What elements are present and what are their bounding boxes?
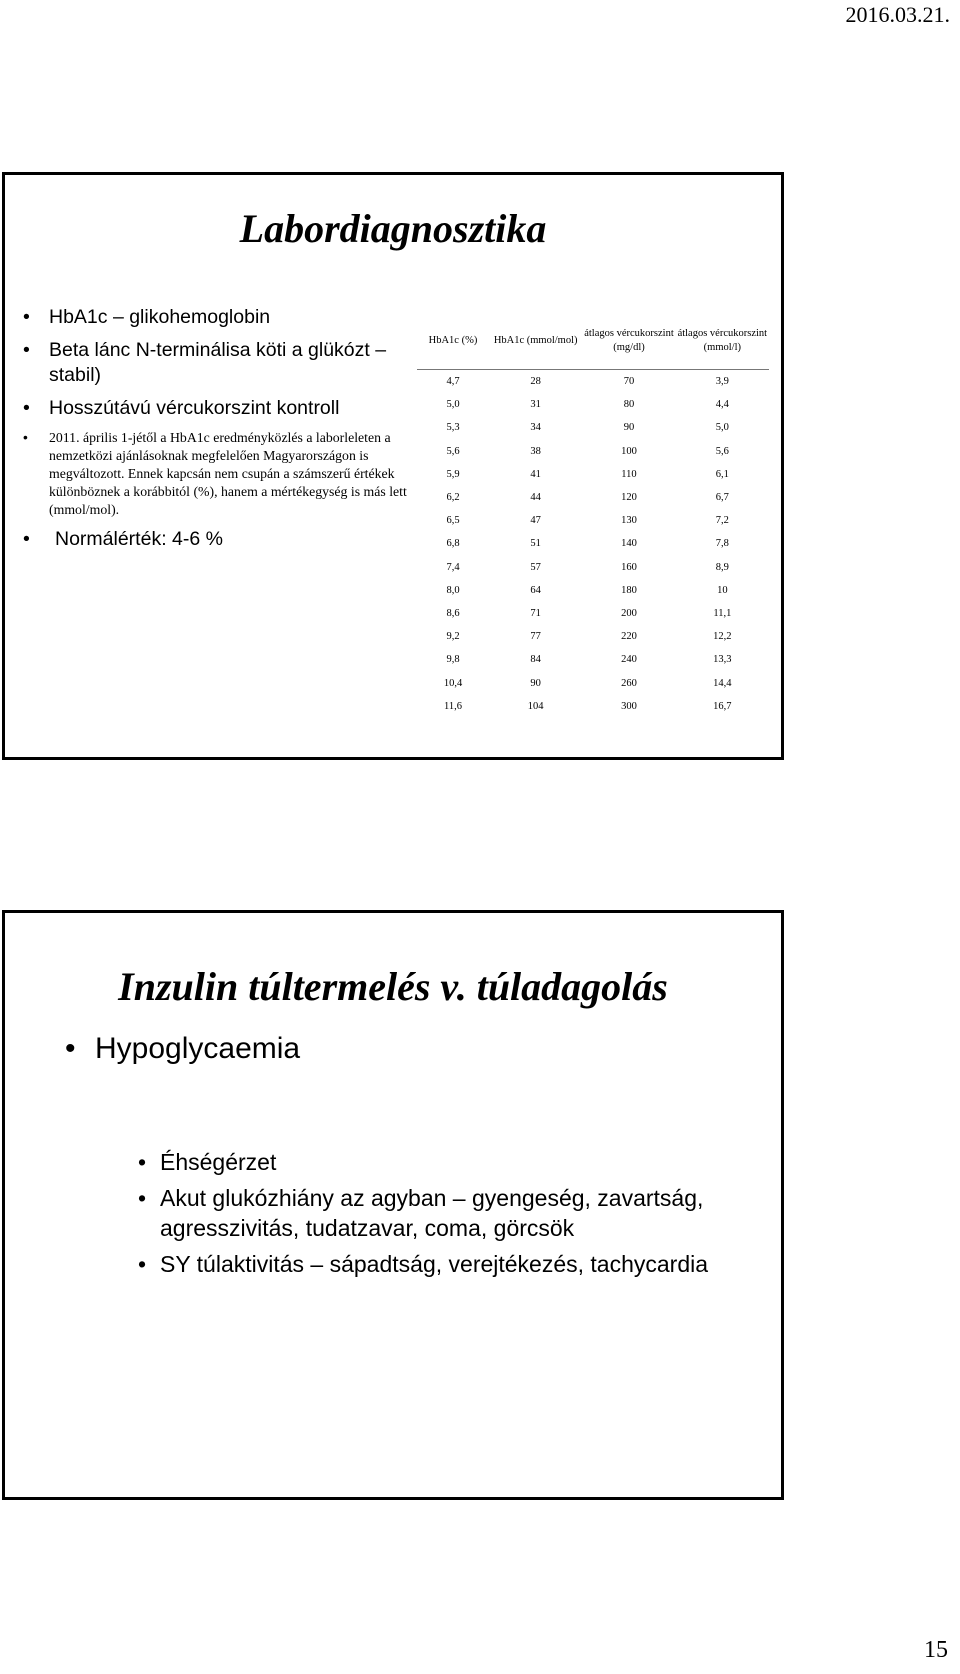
table-cell: 90	[530, 677, 541, 689]
column-header: HbA1c (%)	[417, 313, 489, 370]
table-cell: 6,2	[446, 492, 460, 504]
column-header: átlagos vércukorszint (mmol/l)	[676, 313, 769, 370]
table-row	[417, 486, 769, 509]
table-cell: 7,4	[446, 561, 460, 573]
table-cell: 200	[621, 607, 637, 619]
table-cell: 9,8	[446, 654, 460, 666]
table-cell: 260	[621, 677, 637, 689]
table-row	[417, 440, 769, 463]
slide-inzulin	[2, 910, 784, 1500]
table-cell: 16,7	[713, 700, 732, 712]
table-cell: 220	[621, 631, 637, 643]
table-cell: 7,2	[715, 515, 729, 527]
table-cell: 6,8	[446, 538, 460, 550]
table-cell: 3,9	[715, 376, 729, 388]
slide-title: Inzulin túltermelés v. túladagolás	[118, 964, 668, 1009]
bullet-item: • HbA1c – glikohemoglobin	[49, 305, 409, 330]
bullet-item: • 2011. április 1-jétől a HbA1c eredményközlés a laborleleten a nemzetközi ajánlásoknak megfelelően Magyarországon is megváltozott. Ennek kapcsán nem csupán a számszerű értékek különböznek a korábbitól (%), hanem a mértékegység is más lett (mmol/mol).	[49, 429, 409, 519]
table-cell: 300	[621, 700, 637, 712]
table-row	[417, 463, 769, 486]
table-row	[417, 509, 769, 532]
page-number: 15	[924, 1637, 948, 1663]
table-cell: 5,6	[446, 445, 460, 457]
table-row	[417, 370, 769, 394]
header-date: 2016.03.21.	[845, 2, 950, 27]
table-cell: 9,2	[446, 631, 460, 643]
table-body	[417, 370, 769, 718]
table-cell: 47	[530, 515, 541, 527]
table-cell: 11,6	[444, 700, 462, 712]
sub-bullet-item: • Akut glukózhiány az agyban – gyengeség, zavartság, agresszivitás, tudatzavar, coma, görcsök	[160, 1183, 740, 1243]
bullet-list	[49, 305, 409, 552]
table-cell: 41	[530, 468, 541, 480]
bullet-item: • Beta lánc N-terminálisa köti a glükózt – stabil)	[49, 338, 409, 388]
table-cell: 71	[530, 607, 541, 619]
hba1c-conversion-table	[417, 313, 769, 718]
table-cell: 64	[530, 584, 541, 596]
table-row	[417, 602, 769, 625]
table-row	[417, 648, 769, 671]
bullet-item: • Hypoglycaemia	[95, 1031, 755, 1067]
table-cell: 90	[623, 422, 635, 434]
table-row	[417, 671, 769, 694]
sub-bullet-item: • Éhségérzet	[160, 1147, 740, 1177]
table-cell: 57	[530, 561, 541, 573]
table-row	[417, 416, 769, 439]
table-cell: 4,4	[715, 399, 729, 411]
sub-bullet-item: • SY túlaktivitás – sápadtság, verejtékezés, tachycardia	[160, 1249, 740, 1279]
table-cell: 100	[621, 445, 637, 457]
table-row	[417, 695, 769, 718]
table-cell: 28	[530, 376, 541, 388]
table-cell: 10,4	[443, 677, 463, 689]
table-cell: 5,6	[715, 445, 729, 457]
slide-title: Labordiagnosztika	[239, 206, 547, 251]
table-cell: 6,1	[715, 468, 729, 480]
bullet-item: • Normálérték: 4-6 %	[49, 527, 409, 552]
table-cell: 6,5	[446, 515, 460, 527]
table-cell: 38	[530, 445, 541, 457]
table-cell: 80	[623, 399, 635, 411]
table-cell: 104	[527, 700, 544, 712]
column-header: HbA1c (mmol/mol)	[489, 313, 582, 370]
table-row	[417, 556, 769, 579]
table-cell: 4,7	[446, 376, 460, 388]
table-cell: 5,9	[446, 468, 460, 480]
table-cell: 34	[530, 422, 541, 434]
table-cell: 84	[530, 654, 541, 666]
table-cell: 140	[621, 538, 637, 550]
table-cell: 160	[621, 561, 637, 573]
table-cell: 13,3	[713, 654, 732, 666]
table-cell: 7,8	[715, 538, 729, 550]
table-cell: 130	[621, 515, 637, 527]
table-cell: 180	[621, 584, 637, 596]
table-cell: 6,7	[715, 492, 729, 504]
table-cell: 70	[623, 376, 635, 388]
column-header: átlagos vércukorszint (mg/dl)	[582, 313, 675, 370]
table-cell: 240	[621, 654, 637, 666]
table-cell: 5,3	[446, 422, 460, 434]
table-cell: 77	[530, 631, 541, 643]
table-cell: 12,2	[713, 631, 732, 643]
table-cell: 5,0	[446, 399, 460, 411]
sub-bullet-list	[160, 1147, 740, 1285]
table-row	[417, 393, 769, 416]
table-cell: 8,6	[446, 607, 460, 619]
table-row	[417, 532, 769, 555]
bullet-list	[95, 1031, 755, 1123]
table-cell: 120	[621, 492, 637, 504]
table-cell: 5,0	[715, 422, 729, 434]
bullet-item: • Hosszútávú vércukorszint kontroll	[49, 396, 409, 421]
table-cell: 8,0	[446, 584, 460, 596]
table-row	[417, 625, 769, 648]
table-cell: 51	[530, 538, 541, 550]
table-header-row	[417, 313, 769, 370]
slide-labordiagnosztika	[2, 172, 784, 760]
table-cell: 14,4	[713, 677, 732, 689]
table-cell: 110	[621, 468, 637, 480]
table-cell: 8,9	[715, 561, 729, 573]
table-cell: 31	[530, 399, 541, 411]
table-cell: 11,1	[713, 607, 732, 619]
table-cell: 10	[717, 584, 728, 596]
table-cell: 44	[530, 492, 541, 504]
table-row	[417, 579, 769, 602]
